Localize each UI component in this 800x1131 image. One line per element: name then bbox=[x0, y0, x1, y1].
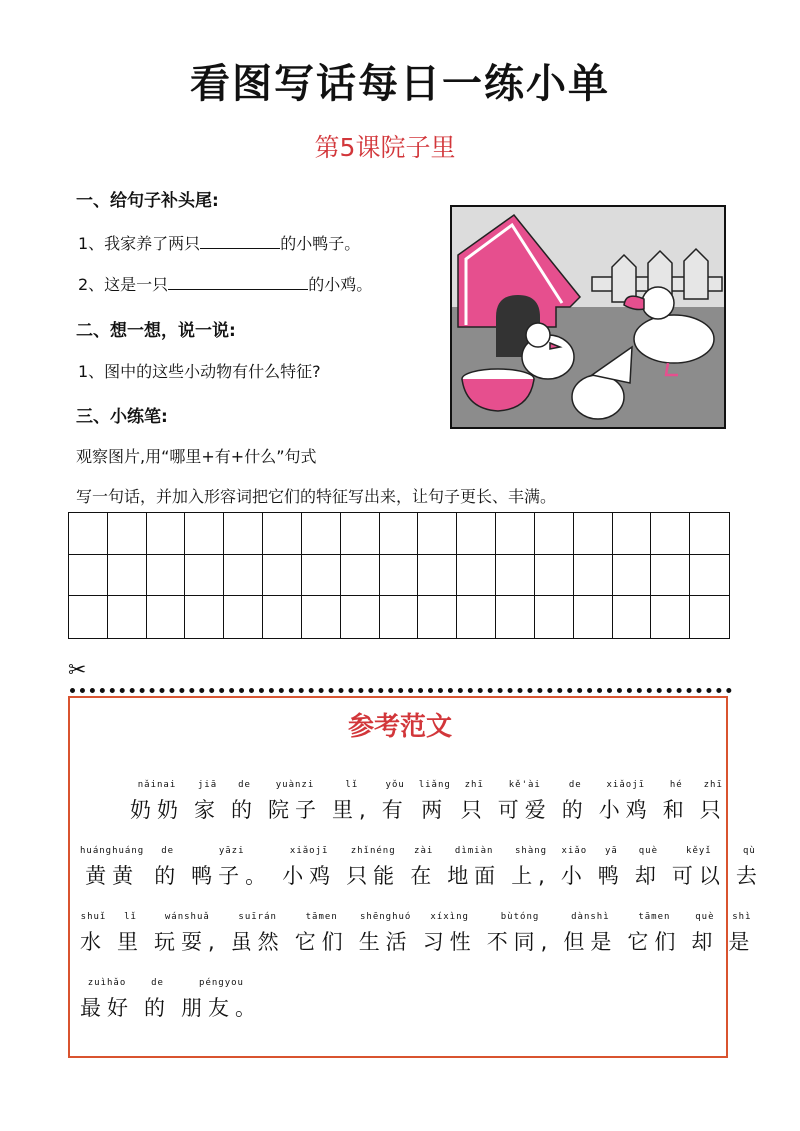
hanzi-text: 黄黄 bbox=[85, 864, 140, 888]
instruction-line-1: 观察图片,用“哪里+有+什么”句式 bbox=[76, 447, 317, 466]
hanzi-text: 只 bbox=[460, 798, 488, 822]
pinyin-text: què bbox=[695, 912, 715, 922]
grid-cell[interactable] bbox=[69, 555, 108, 597]
pinyin-word bbox=[382, 780, 409, 824]
hanzi-text: 玩耍, bbox=[154, 930, 221, 954]
cut-line bbox=[70, 688, 732, 693]
pinyin-text: de bbox=[161, 846, 175, 856]
pinyin-word bbox=[498, 780, 552, 824]
pinyin-text: kě'ài bbox=[508, 780, 541, 790]
grid-cell[interactable] bbox=[457, 596, 496, 638]
pinyin-word bbox=[561, 846, 588, 890]
grid-cell[interactable] bbox=[574, 596, 613, 638]
grid-cell[interactable] bbox=[263, 513, 302, 555]
hanzi-text: 只能 bbox=[346, 864, 401, 888]
lesson-subtitle: 第5课院子里 bbox=[314, 133, 456, 162]
grid-cell[interactable] bbox=[418, 555, 457, 597]
grid-cell[interactable] bbox=[651, 596, 690, 638]
grid-cell[interactable] bbox=[263, 596, 302, 638]
answer-blank-2[interactable] bbox=[168, 275, 308, 290]
pinyin-word bbox=[736, 846, 763, 890]
pinyin-text: tāmen bbox=[305, 912, 338, 922]
grid-cell[interactable] bbox=[69, 513, 108, 555]
pinyin-text: qù bbox=[742, 846, 756, 856]
pinyin-word bbox=[80, 846, 144, 890]
hanzi-text: 不同, bbox=[486, 930, 554, 954]
grid-cell[interactable] bbox=[341, 513, 380, 555]
yard-illustration bbox=[450, 205, 726, 429]
pinyin-text: yuànzi bbox=[275, 780, 315, 790]
hanzi-text: 两 bbox=[421, 798, 449, 822]
pinyin-text: bùtóng bbox=[500, 912, 540, 922]
answer-blank-1[interactable] bbox=[200, 234, 280, 249]
pinyin-word bbox=[282, 846, 336, 890]
hanzi-text: 鸭子。 bbox=[191, 864, 273, 888]
pinyin-text: xíxìng bbox=[430, 912, 469, 922]
pinyin-word bbox=[691, 912, 718, 956]
section2-question: 1、图中的这些小动物有什么特征? bbox=[78, 362, 321, 381]
hanzi-text: 奶奶 bbox=[130, 798, 184, 822]
essay-line bbox=[80, 846, 773, 890]
grid-cell[interactable] bbox=[457, 513, 496, 555]
question-1-prefix: 1、我家养了两只 bbox=[78, 234, 201, 253]
grid-cell[interactable] bbox=[147, 555, 186, 597]
hanzi-text: 却 bbox=[634, 864, 662, 888]
grid-cell[interactable] bbox=[185, 513, 224, 555]
hanzi-text: 的 bbox=[154, 864, 182, 888]
pinyin-text: péngyou bbox=[199, 978, 244, 988]
pinyin-word bbox=[80, 978, 134, 1022]
grid-cell[interactable] bbox=[496, 596, 535, 638]
grid-cell[interactable] bbox=[147, 596, 186, 638]
pinyin-text: jiā bbox=[197, 780, 218, 790]
hanzi-text: 虽然 bbox=[230, 930, 285, 954]
grid-cell[interactable] bbox=[302, 513, 341, 555]
hanzi-text: 生活 bbox=[358, 930, 413, 954]
pinyin-word bbox=[419, 780, 451, 824]
hanzi-text: 地面 bbox=[447, 864, 502, 888]
pinyin-word bbox=[599, 780, 653, 824]
section2-heading: 二、想一想，说一说: bbox=[76, 321, 236, 341]
pinyin-text: nǎinai bbox=[137, 780, 177, 790]
pinyin-text: shàng bbox=[514, 846, 548, 856]
question-2-suffix: 的小鸡。 bbox=[308, 275, 373, 294]
pinyin-text: yā bbox=[604, 846, 618, 856]
pinyin-word bbox=[154, 912, 221, 956]
pinyin-text: de bbox=[568, 780, 582, 790]
pinyin-word bbox=[511, 846, 551, 890]
pinyin-text: zuìhǎo bbox=[87, 978, 127, 988]
grid-cell[interactable] bbox=[108, 596, 147, 638]
grid-cell[interactable] bbox=[185, 596, 224, 638]
pinyin-text: yǒu bbox=[385, 780, 405, 790]
pinyin-text: huánghuáng bbox=[80, 846, 145, 856]
grid-cell[interactable] bbox=[380, 555, 419, 597]
grid-cell[interactable] bbox=[69, 596, 108, 638]
pinyin-word bbox=[154, 846, 181, 890]
grid-cell[interactable] bbox=[341, 555, 380, 597]
hanzi-text: 小鸡 bbox=[598, 798, 653, 822]
pinyin-word bbox=[627, 912, 681, 956]
hanzi-text: 朋友。 bbox=[181, 996, 262, 1020]
grid-cell[interactable] bbox=[613, 513, 652, 555]
grid-cell[interactable] bbox=[651, 513, 690, 555]
pinyin-word bbox=[80, 912, 107, 956]
grid-cell[interactable] bbox=[690, 513, 729, 555]
pinyin-text: tāmen bbox=[638, 912, 671, 922]
grid-cell[interactable] bbox=[418, 513, 457, 555]
pinyin-word bbox=[191, 846, 272, 890]
pinyin-word bbox=[728, 912, 755, 956]
hanzi-text: 有 bbox=[381, 798, 409, 822]
pinyin-word bbox=[410, 846, 437, 890]
pinyin-word bbox=[231, 780, 258, 824]
grid-cell[interactable] bbox=[613, 555, 652, 597]
hanzi-text: 在 bbox=[410, 864, 438, 888]
hanzi-text: 是 bbox=[728, 930, 756, 954]
essay-line bbox=[80, 978, 272, 1022]
grid-cell[interactable] bbox=[496, 513, 535, 555]
pinyin-text: què bbox=[638, 846, 658, 856]
section1-heading: 一、给句子补头尾: bbox=[76, 191, 219, 211]
grid-cell[interactable] bbox=[535, 596, 574, 638]
hanzi-text: 里 bbox=[117, 930, 144, 954]
pinyin-word bbox=[130, 780, 184, 824]
pinyin-text: zhī bbox=[703, 780, 723, 790]
pinyin-word bbox=[295, 912, 349, 956]
grid-cell[interactable] bbox=[651, 555, 690, 597]
hanzi-text: 最好 bbox=[80, 996, 134, 1020]
pinyin-word bbox=[487, 912, 554, 956]
pinyin-word bbox=[598, 846, 625, 890]
question-1 bbox=[78, 231, 360, 254]
scissors-icon: ✂ bbox=[68, 658, 87, 683]
question-1-suffix: 的小鸭子。 bbox=[280, 234, 361, 253]
pinyin-text: de bbox=[238, 780, 251, 790]
pinyin-word bbox=[359, 912, 413, 956]
pinyin-word bbox=[663, 780, 690, 824]
writing-grid bbox=[68, 512, 730, 639]
grid-cell[interactable] bbox=[496, 555, 535, 597]
grid-cell[interactable] bbox=[302, 596, 341, 638]
grid-cell[interactable] bbox=[690, 596, 729, 638]
yard-drawing bbox=[452, 207, 726, 429]
grid-cell[interactable] bbox=[380, 513, 419, 555]
instruction-line-2: 写一句话，并加入形容词把它们的特征写出来，让句子更长、丰满。 bbox=[76, 487, 557, 506]
grid-cell[interactable] bbox=[224, 513, 263, 555]
hanzi-text: 鸭 bbox=[597, 864, 625, 888]
grid-cell[interactable] bbox=[108, 513, 147, 555]
grid-cell[interactable] bbox=[185, 555, 224, 597]
hanzi-text: 小 bbox=[560, 864, 588, 888]
reference-essay-title: 参考范文 bbox=[347, 712, 452, 742]
hanzi-text: 家 bbox=[194, 798, 221, 822]
grid-cell[interactable] bbox=[535, 513, 574, 555]
hanzi-text: 院子 bbox=[268, 798, 322, 822]
pinyin-word bbox=[346, 846, 400, 890]
hanzi-text: 的 bbox=[561, 798, 589, 822]
grid-cell[interactable] bbox=[418, 596, 457, 638]
pinyin-word bbox=[672, 846, 726, 890]
pinyin-word bbox=[700, 780, 727, 824]
pinyin-text: shì bbox=[732, 912, 752, 922]
hanzi-text: 它们 bbox=[294, 930, 349, 954]
pinyin-word bbox=[194, 780, 221, 824]
grid-cell[interactable] bbox=[690, 555, 729, 597]
pinyin-word bbox=[144, 978, 171, 1022]
pinyin-word bbox=[461, 780, 488, 824]
hanzi-text: 里, bbox=[332, 798, 372, 822]
grid-cell[interactable] bbox=[574, 555, 613, 597]
hanzi-text: 却 bbox=[691, 930, 719, 954]
pinyin-text: dànshì bbox=[571, 912, 610, 922]
question-2 bbox=[78, 272, 372, 295]
grid-cell[interactable] bbox=[380, 596, 419, 638]
grid-cell[interactable] bbox=[147, 513, 186, 555]
hanzi-text: 它们 bbox=[627, 930, 682, 954]
page-title: 看图写话每日一练小单 bbox=[190, 61, 610, 107]
pinyin-word bbox=[268, 780, 322, 824]
hanzi-text: 的 bbox=[144, 996, 171, 1020]
pinyin-text: de bbox=[151, 978, 164, 988]
pinyin-text: zhǐnéng bbox=[350, 846, 396, 856]
pinyin-text: shuǐ bbox=[80, 912, 107, 922]
essay-line bbox=[80, 912, 765, 956]
grid-cell[interactable] bbox=[302, 555, 341, 597]
pinyin-word bbox=[231, 912, 285, 956]
hanzi-text: 水 bbox=[80, 930, 107, 954]
grid-cell[interactable] bbox=[574, 513, 613, 555]
hanzi-text: 的 bbox=[231, 798, 258, 822]
hanzi-text: 小鸡 bbox=[282, 864, 337, 888]
pinyin-text: dìmiàn bbox=[454, 846, 494, 856]
pinyin-text: zài bbox=[414, 846, 434, 856]
pinyin-text: shēnghuó bbox=[360, 912, 412, 922]
pinyin-text: wánshuǎ bbox=[164, 912, 210, 922]
pinyin-word bbox=[635, 846, 662, 890]
pinyin-word bbox=[181, 978, 262, 1022]
pinyin-word bbox=[447, 846, 501, 890]
hanzi-text: 习性 bbox=[422, 930, 477, 954]
pinyin-text: xiǎojī bbox=[606, 780, 646, 790]
pinyin-text: kěyǐ bbox=[686, 846, 712, 856]
grid-cell[interactable] bbox=[457, 555, 496, 597]
pinyin-text: lǐ bbox=[124, 912, 137, 922]
question-2-prefix: 2、这是一只 bbox=[78, 275, 169, 294]
hanzi-text: 只 bbox=[699, 798, 727, 822]
grid-cell[interactable] bbox=[263, 555, 302, 597]
pinyin-word bbox=[117, 912, 144, 956]
hanzi-text: 可爱 bbox=[497, 798, 552, 822]
pinyin-text: zhī bbox=[464, 780, 484, 790]
pinyin-word bbox=[562, 780, 589, 824]
pinyin-word bbox=[563, 912, 617, 956]
grid-cell[interactable] bbox=[613, 596, 652, 638]
pinyin-text: lǐ bbox=[345, 780, 359, 790]
hanzi-text: 但是 bbox=[563, 930, 618, 954]
pinyin-text: liǎng bbox=[418, 780, 451, 790]
section3-heading: 三、小练笔: bbox=[76, 407, 168, 427]
hanzi-text: 可以 bbox=[671, 864, 726, 888]
grid-cell[interactable] bbox=[535, 555, 574, 597]
hanzi-text: 去 bbox=[735, 864, 763, 888]
pinyin-text: suīrán bbox=[238, 912, 277, 922]
pinyin-text: hé bbox=[669, 780, 683, 790]
grid-cell[interactable] bbox=[341, 596, 380, 638]
grid-cell[interactable] bbox=[224, 596, 263, 638]
hanzi-text: 上, bbox=[511, 864, 551, 888]
pinyin-word bbox=[332, 780, 372, 824]
pinyin-text: xiǎojī bbox=[289, 846, 329, 856]
essay-line bbox=[130, 780, 737, 824]
grid-cell[interactable] bbox=[224, 555, 263, 597]
pinyin-text: xiǎo bbox=[561, 846, 588, 856]
hanzi-text: 和 bbox=[662, 798, 690, 822]
pinyin-word bbox=[423, 912, 477, 956]
grid-cell[interactable] bbox=[108, 555, 147, 597]
pinyin-text: yāzi bbox=[218, 846, 245, 856]
